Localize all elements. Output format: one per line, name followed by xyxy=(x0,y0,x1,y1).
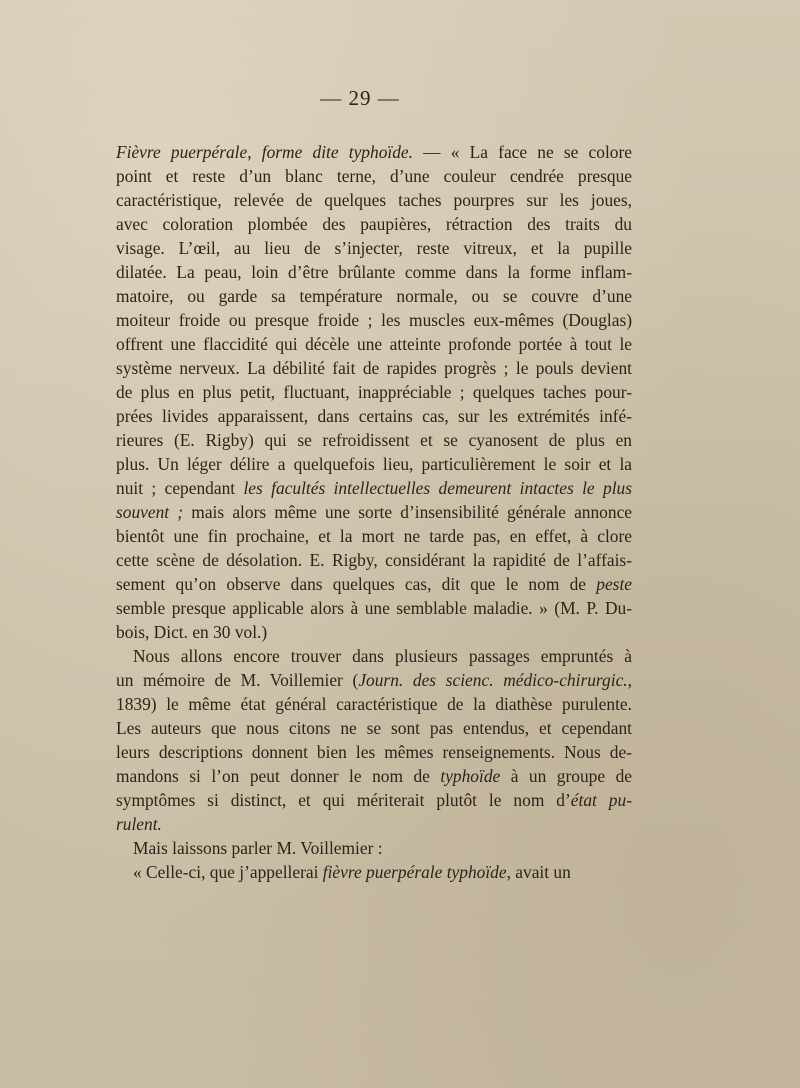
text-line xyxy=(116,140,632,164)
text-segment: Nous allons encore trouver dans plusieurs passages empruntés à xyxy=(133,646,632,666)
text-segment: bois, Dict. en 30 vol.) xyxy=(116,622,268,642)
text-segment: de plus en plus petit, fluctuant, inappréciable ; quelques taches pour- xyxy=(116,382,632,402)
paragraph xyxy=(116,644,632,836)
text-segment: Les auteurs que nous citons ne se sont pas entendus, et cependant xyxy=(116,718,632,738)
italic-text: état pu- xyxy=(570,790,632,810)
text-segment: cette scène de désolation. E. Rigby, considérant la rapidité de l’affais- xyxy=(116,550,632,570)
text-line xyxy=(116,572,632,596)
text-line xyxy=(116,740,632,764)
text-segment: à un groupe de xyxy=(500,766,632,786)
text-segment: « Celle-ci, que j’appellerai xyxy=(133,862,323,882)
text-line xyxy=(116,164,632,188)
text-line xyxy=(116,260,632,284)
page-number: — 29 — xyxy=(320,86,400,110)
text-line xyxy=(116,476,632,500)
text-line xyxy=(116,620,632,644)
text-line xyxy=(116,692,632,716)
text-segment: , avait un xyxy=(506,862,571,882)
italic-text: typhoïde xyxy=(440,766,501,786)
text-line xyxy=(116,644,632,668)
text-line xyxy=(116,404,632,428)
text-segment: plus. Un léger délire a quelquefois lieu, particulièrement le soir et la xyxy=(116,454,632,474)
paragraph xyxy=(116,860,632,884)
text-segment: dilatée. La peau, loin d’être brûlante comme dans la forme inflam- xyxy=(116,262,632,282)
text-segment: système nerveux. La débilité fait de rapides progrès ; le pouls devient xyxy=(116,358,632,378)
text-segment: moiteur froide ou presque froide ; les muscles eux-mêmes (Douglas) xyxy=(116,310,632,330)
text-segment: point et reste d’un blanc terne, d’une couleur cendrée presque xyxy=(116,166,632,186)
text-line xyxy=(116,668,632,692)
text-segment: nuit ; cependant xyxy=(116,478,244,498)
text-segment: rieures (E. Rigby) qui se refroidissent et se cyanosent de plus en xyxy=(116,430,632,450)
text-segment: visage. L’œil, au lieu de s’injecter, reste vitreux, et la pupille xyxy=(116,238,632,258)
text-line xyxy=(116,812,632,836)
text-segment: un mémoire de M. Voillemier ( xyxy=(116,670,359,690)
body-text xyxy=(116,140,632,884)
text-line xyxy=(116,764,632,788)
text-line xyxy=(116,524,632,548)
italic-text: souvent ; xyxy=(116,502,184,522)
text-line xyxy=(116,860,632,884)
text-segment: offrent une flaccidité qui décèle une atteinte profonde portée à tout le xyxy=(116,334,632,354)
paragraph xyxy=(116,140,632,644)
text-line xyxy=(116,596,632,620)
text-line xyxy=(116,308,632,332)
text-segment: symptômes si distinct, et qui mériterait plutôt le nom d’ xyxy=(116,790,571,810)
text-segment: avec coloration plombée des paupières, rétraction des traits du xyxy=(116,214,632,234)
text-segment: sement qu’on observe dans quelques cas, dit que le nom de xyxy=(116,574,597,594)
text-line xyxy=(116,548,632,572)
text-segment: mais alors même une sorte d’insensibilité générale annonce xyxy=(183,502,633,522)
text-line xyxy=(116,500,632,524)
italic-text: peste xyxy=(596,574,632,594)
text-line xyxy=(116,356,632,380)
text-segment: , xyxy=(627,670,632,690)
text-segment: caractéristique, relevée de quelques taches pourpres sur les joues, xyxy=(116,190,632,210)
italic-text: rulent. xyxy=(116,814,162,834)
italic-text: Fièvre puerpérale, forme dite typhoïde. xyxy=(116,142,413,162)
text-line xyxy=(116,428,632,452)
text-segment: mandons si l’on peut donner le nom de xyxy=(116,766,441,786)
text-segment: prées livides apparaissent, dans certains cas, sur les extrémités infé- xyxy=(116,406,632,426)
text-line xyxy=(116,380,632,404)
italic-text: Journ. des scienc. médico-chirurgic. xyxy=(358,670,628,690)
text-segment: leurs descriptions donnent bien les mêmes renseignements. Nous de- xyxy=(116,742,632,762)
text-line xyxy=(116,236,632,260)
text-line xyxy=(116,788,632,812)
text-line xyxy=(116,284,632,308)
text-segment: semble presque applicable alors à une semblable maladie. » (M. P. Du- xyxy=(116,598,632,618)
italic-text: fièvre puerpérale typhoïde xyxy=(322,862,507,882)
paragraph xyxy=(116,836,632,860)
italic-text: les facultés intellectuelles demeurent intactes le plus xyxy=(243,478,632,498)
text-line xyxy=(116,212,632,236)
text-line xyxy=(116,188,632,212)
text-segment: matoire, ou garde sa température normale, ou se couvre d’une xyxy=(116,286,632,306)
text-segment: Mais laissons parler M. Voillemier : xyxy=(133,838,383,858)
text-segment: — « La face ne se colore xyxy=(413,142,632,162)
text-line xyxy=(116,716,632,740)
text-segment: 1839) le même état général caractéristique de la diathèse purulente. xyxy=(116,694,632,714)
text-line xyxy=(116,836,632,860)
text-segment: bientôt une fin prochaine, et la mort ne tarde pas, en effet, à clore xyxy=(116,526,632,546)
text-line xyxy=(116,452,632,476)
text-line xyxy=(116,332,632,356)
